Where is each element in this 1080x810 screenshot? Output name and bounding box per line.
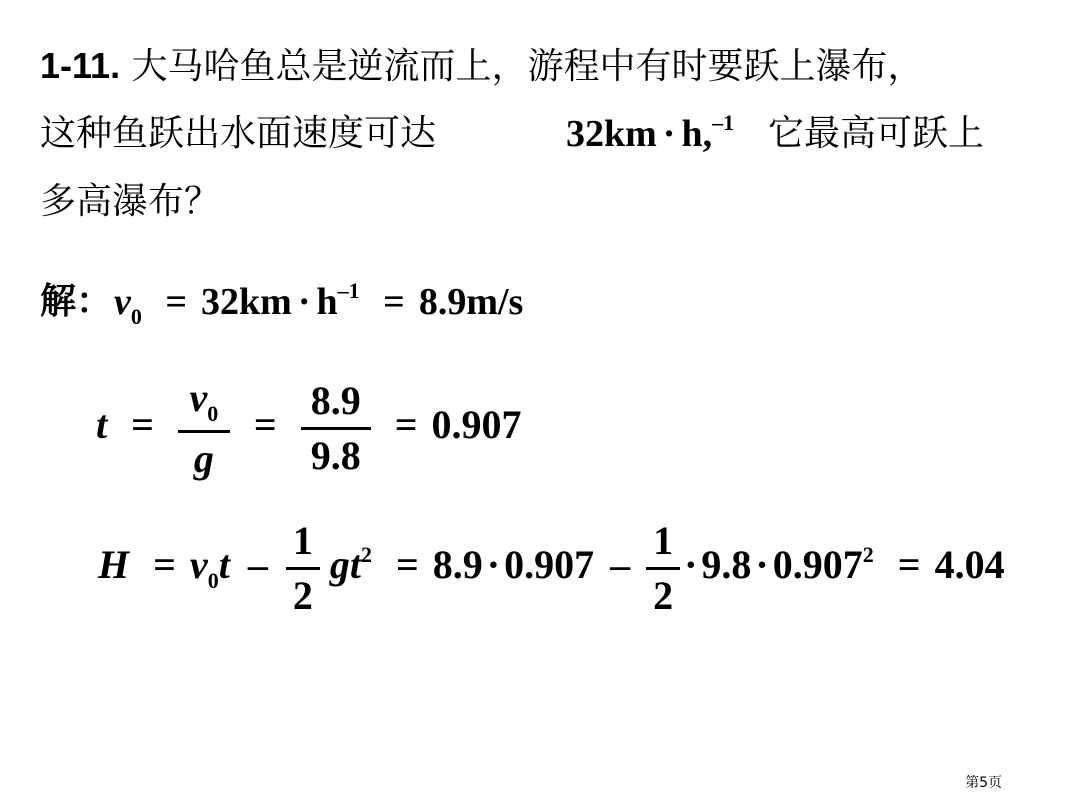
height-result: 4.04	[934, 542, 1005, 587]
speed-unit: h	[681, 113, 703, 155]
half2-num: 1	[653, 518, 674, 564]
equals-sign: =	[153, 542, 176, 587]
num-9-8: 9.8	[701, 542, 752, 587]
frac-den: g	[193, 436, 214, 482]
fraction-half-2	[646, 517, 680, 620]
minus-sign-2: –	[610, 542, 631, 587]
problem-speed	[566, 110, 735, 159]
fraction-bar-2	[646, 567, 680, 570]
equals-sign: =	[165, 281, 188, 323]
num-0-907-sq: 0.907	[772, 542, 863, 587]
problem-text-line3: 多高瀑布？	[40, 181, 221, 222]
num-8-9: 8.9	[432, 542, 483, 587]
frac2-num: 8.9	[310, 378, 361, 424]
frac2-den: 9.8	[310, 433, 361, 479]
frac-num-sub: 0	[207, 401, 219, 427]
half-num: 1	[292, 518, 313, 564]
problem-text-line2-tail: 它最高可跃上	[768, 113, 985, 154]
dot-op: ·	[297, 281, 311, 323]
dot-op-3: ·	[755, 542, 769, 587]
fraction-half	[286, 517, 320, 620]
problem-text-line1: 大马哈鱼总是逆流而上，游程中有时要跃上瀑布，	[131, 46, 924, 87]
problem-text-line2: 这种鱼跃出水面速度可达	[40, 113, 437, 154]
fraction-v0-over-g	[178, 374, 230, 483]
problem-line-3	[40, 182, 220, 222]
dot-op: ·	[486, 542, 501, 587]
equals-sign-3: =	[897, 542, 921, 587]
problem-number: 1-11.	[40, 45, 121, 86]
solution-label: 解：	[40, 281, 113, 322]
fraction-bar-2	[301, 427, 371, 430]
fraction-bar	[178, 430, 230, 433]
equation-velocity	[114, 278, 524, 329]
equals-sign-2: =	[395, 542, 419, 587]
sq-exp: 2	[862, 542, 874, 567]
solution-line-1	[40, 282, 112, 322]
equation-time	[96, 370, 522, 483]
fraction-numeric	[301, 377, 371, 480]
equation-height	[98, 510, 1005, 626]
equals-sign-3: =	[394, 402, 418, 447]
gt-term: gt	[329, 542, 361, 587]
v0-var: v	[189, 542, 208, 587]
gt-exp: 2	[360, 542, 372, 567]
speed-value: 32km	[566, 113, 657, 155]
problem-line-2-tail	[768, 114, 984, 154]
problem-line-1	[40, 46, 924, 87]
dot-op-2: ·	[684, 542, 698, 587]
page-number: 第5页	[965, 775, 1002, 791]
time-result: 0.907	[431, 402, 522, 447]
v0-sub: 0	[130, 304, 142, 329]
speed-ms-result: 8.9m/s	[418, 281, 524, 323]
t-var: t	[96, 402, 108, 447]
v0-sub: 0	[207, 568, 219, 593]
problem-line-2	[40, 114, 436, 154]
speed-kmh-value: 32km	[201, 281, 292, 323]
half2-den: 2	[653, 573, 674, 619]
speed-comma: ,	[702, 113, 713, 155]
half-den: 2	[292, 573, 313, 619]
num-0-907: 0.907	[504, 542, 595, 587]
equals-sign-2: =	[383, 281, 405, 323]
fraction-bar	[286, 567, 320, 570]
speed-kmh-exp: –1	[337, 278, 360, 303]
v0-var: v	[114, 281, 131, 323]
frac-num-var: v	[189, 375, 208, 421]
speed-dot: ·	[662, 113, 676, 155]
speed-kmh-unit: h	[316, 281, 338, 323]
equals-sign: =	[131, 402, 154, 447]
speed-exponent: –1	[712, 110, 735, 135]
t-var: t	[218, 542, 230, 587]
equals-sign-2: =	[253, 402, 277, 447]
minus-sign: –	[247, 542, 268, 587]
H-var: H	[98, 542, 130, 587]
